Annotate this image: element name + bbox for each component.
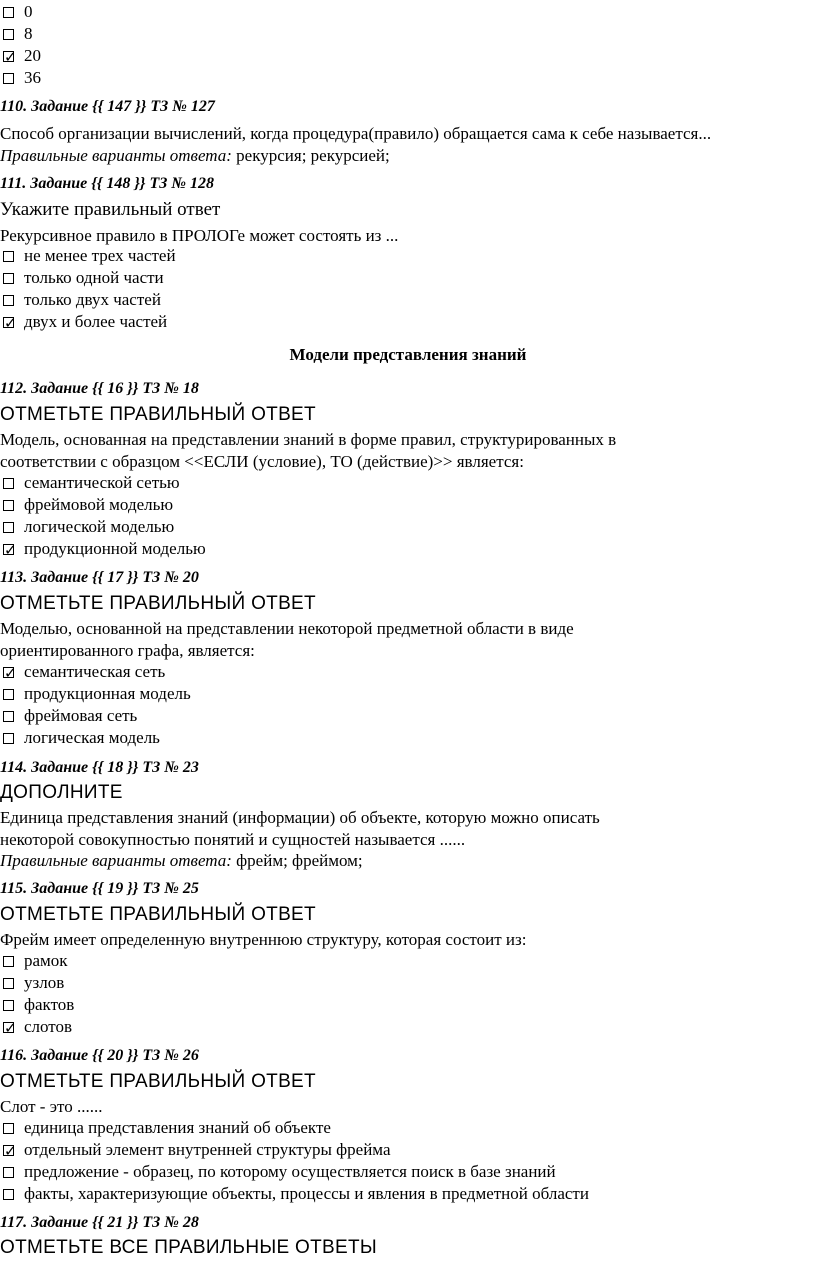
option-item[interactable]: 8 bbox=[0, 23, 33, 45]
question-instruction: Укажите правильный ответ bbox=[0, 199, 221, 220]
answer-value: рекурсия; рекурсией; bbox=[231, 146, 390, 165]
checkbox-icon bbox=[3, 1167, 14, 1178]
checkbox-icon bbox=[3, 711, 14, 722]
checkbox-icon bbox=[3, 478, 14, 489]
question-text: Способ организации вычислений, когда процедура(правило) обращается сама к себе называется... bbox=[0, 124, 712, 143]
checkbox-checked-icon bbox=[3, 667, 14, 678]
checkbox-checked-icon bbox=[3, 1145, 14, 1156]
option-item[interactable]: предложение - образец, по которому осуществляется поиск в базе знаний bbox=[0, 1161, 556, 1183]
question-text: Слот - это ...... bbox=[0, 1097, 103, 1116]
question-text: Единица представления знаний (информации) об объекте, которую можно описать bbox=[0, 808, 600, 827]
checkbox-icon bbox=[3, 251, 14, 262]
question-instruction: ОТМЕТЬТЕ ПРАВИЛЬНЫЙ ОТВЕТ bbox=[0, 1071, 316, 1092]
option-item[interactable]: ✓ двух и более частей bbox=[0, 311, 167, 333]
option-item[interactable]: семантической сетью bbox=[0, 472, 180, 494]
option-item[interactable]: фреймовая сеть bbox=[0, 705, 137, 727]
option-item[interactable]: только одной части bbox=[0, 267, 164, 289]
checkbox-icon bbox=[3, 295, 14, 306]
checkbox-icon bbox=[3, 1189, 14, 1200]
question-instruction: ОТМЕТЬТЕ ПРАВИЛЬНЫЙ ОТВЕТ bbox=[0, 904, 316, 925]
checkbox-icon bbox=[3, 29, 14, 40]
checkbox-icon bbox=[3, 500, 14, 511]
checkbox-icon bbox=[3, 1000, 14, 1011]
question-text: Фрейм имеет определенную внутреннюю структуру, которая состоит из: bbox=[0, 930, 527, 949]
option-item[interactable]: факты, характеризующие объекты, процессы и явления в предметной области bbox=[0, 1183, 589, 1205]
answer-label: Правильные варианты ответа: bbox=[0, 851, 232, 870]
question-text: ориентированного графа, является: bbox=[0, 641, 255, 660]
option-item[interactable]: ✓ отдельный элемент внутренней структуры фрейма bbox=[0, 1139, 391, 1161]
option-item[interactable]: продукционная модель bbox=[0, 683, 191, 705]
question-heading: 117. Задание {{ 21 }} ТЗ № 28 bbox=[0, 1214, 199, 1231]
question-instruction: ОТМЕТЬТЕ ВСЕ ПРАВИЛЬНЫЕ ОТВЕТЫ bbox=[0, 1237, 377, 1258]
question-heading: 115. Задание {{ 19 }} ТЗ № 25 bbox=[0, 880, 199, 897]
checkbox-icon bbox=[3, 522, 14, 533]
option-item[interactable]: 36 bbox=[0, 67, 41, 89]
option-item[interactable]: ✓ слотов bbox=[0, 1016, 72, 1038]
checkbox-icon bbox=[3, 73, 14, 84]
question-instruction: ДОПОЛНИТЕ bbox=[0, 782, 123, 803]
question-heading: 111. Задание {{ 148 }} ТЗ № 128 bbox=[0, 175, 215, 192]
answer-line bbox=[0, 850, 363, 872]
checkbox-icon bbox=[3, 978, 14, 989]
question-text: Моделью, основанной на представлении некоторой предметной области в виде bbox=[0, 619, 574, 638]
option-item[interactable]: 0 bbox=[0, 1, 33, 23]
question-text: соответствии с образцом <<ЕСЛИ (условие), ТО (действие)>> является: bbox=[0, 452, 524, 471]
section-title: Модели представления знаний bbox=[289, 345, 527, 364]
option-item[interactable]: ✓ продукционной моделью bbox=[0, 538, 206, 560]
checkbox-checked-icon bbox=[3, 1022, 14, 1033]
answer-label: Правильные варианты ответа: bbox=[0, 146, 232, 165]
option-item[interactable]: логическая модель bbox=[0, 727, 160, 749]
question-instruction: ОТМЕТЬТЕ ПРАВИЛЬНЫЙ ОТВЕТ bbox=[0, 404, 316, 425]
option-item[interactable]: логической моделью bbox=[0, 516, 174, 538]
checkbox-checked-icon bbox=[3, 317, 14, 328]
question-instruction: ОТМЕТЬТЕ ПРАВИЛЬНЫЙ ОТВЕТ bbox=[0, 593, 316, 614]
question-text: некоторой совокупностью понятий и сущностей называется ...... bbox=[0, 830, 466, 849]
checkbox-checked-icon bbox=[3, 51, 14, 62]
option-item[interactable]: ✓ семантическая сеть bbox=[0, 661, 165, 683]
option-item[interactable]: рамок bbox=[0, 950, 68, 972]
option-item[interactable]: фактов bbox=[0, 994, 74, 1016]
checkbox-icon bbox=[3, 7, 14, 18]
checkbox-icon bbox=[3, 273, 14, 284]
option-item[interactable]: фреймовой моделью bbox=[0, 494, 173, 516]
option-item[interactable]: единица представления знаний об объекте bbox=[0, 1117, 331, 1139]
checkbox-checked-icon bbox=[3, 544, 14, 555]
question-heading: 110. Задание {{ 147 }} ТЗ № 127 bbox=[0, 98, 215, 115]
option-item[interactable]: только двух частей bbox=[0, 289, 161, 311]
answer-line bbox=[0, 145, 390, 167]
checkbox-icon bbox=[3, 689, 14, 700]
option-item[interactable]: не менее трех частей bbox=[0, 245, 176, 267]
answer-value: фрейм; фреймом; bbox=[231, 851, 363, 870]
option-item[interactable]: ✓ 20 bbox=[0, 45, 41, 67]
question-heading: 113. Задание {{ 17 }} ТЗ № 20 bbox=[0, 569, 199, 586]
question-heading: 114. Задание {{ 18 }} ТЗ № 23 bbox=[0, 759, 199, 776]
option-item[interactable]: узлов bbox=[0, 972, 64, 994]
question-heading: 116. Задание {{ 20 }} ТЗ № 26 bbox=[0, 1047, 199, 1064]
question-text: Рекурсивное правило в ПРОЛОГе может состоять из ... bbox=[0, 226, 399, 245]
checkbox-icon bbox=[3, 956, 14, 967]
question-text: Модель, основанная на представлении знаний в форме правил, структурированных в bbox=[0, 430, 617, 449]
checkbox-icon bbox=[3, 1123, 14, 1134]
checkbox-icon bbox=[3, 733, 14, 744]
question-heading: 112. Задание {{ 16 }} ТЗ № 18 bbox=[0, 380, 199, 397]
